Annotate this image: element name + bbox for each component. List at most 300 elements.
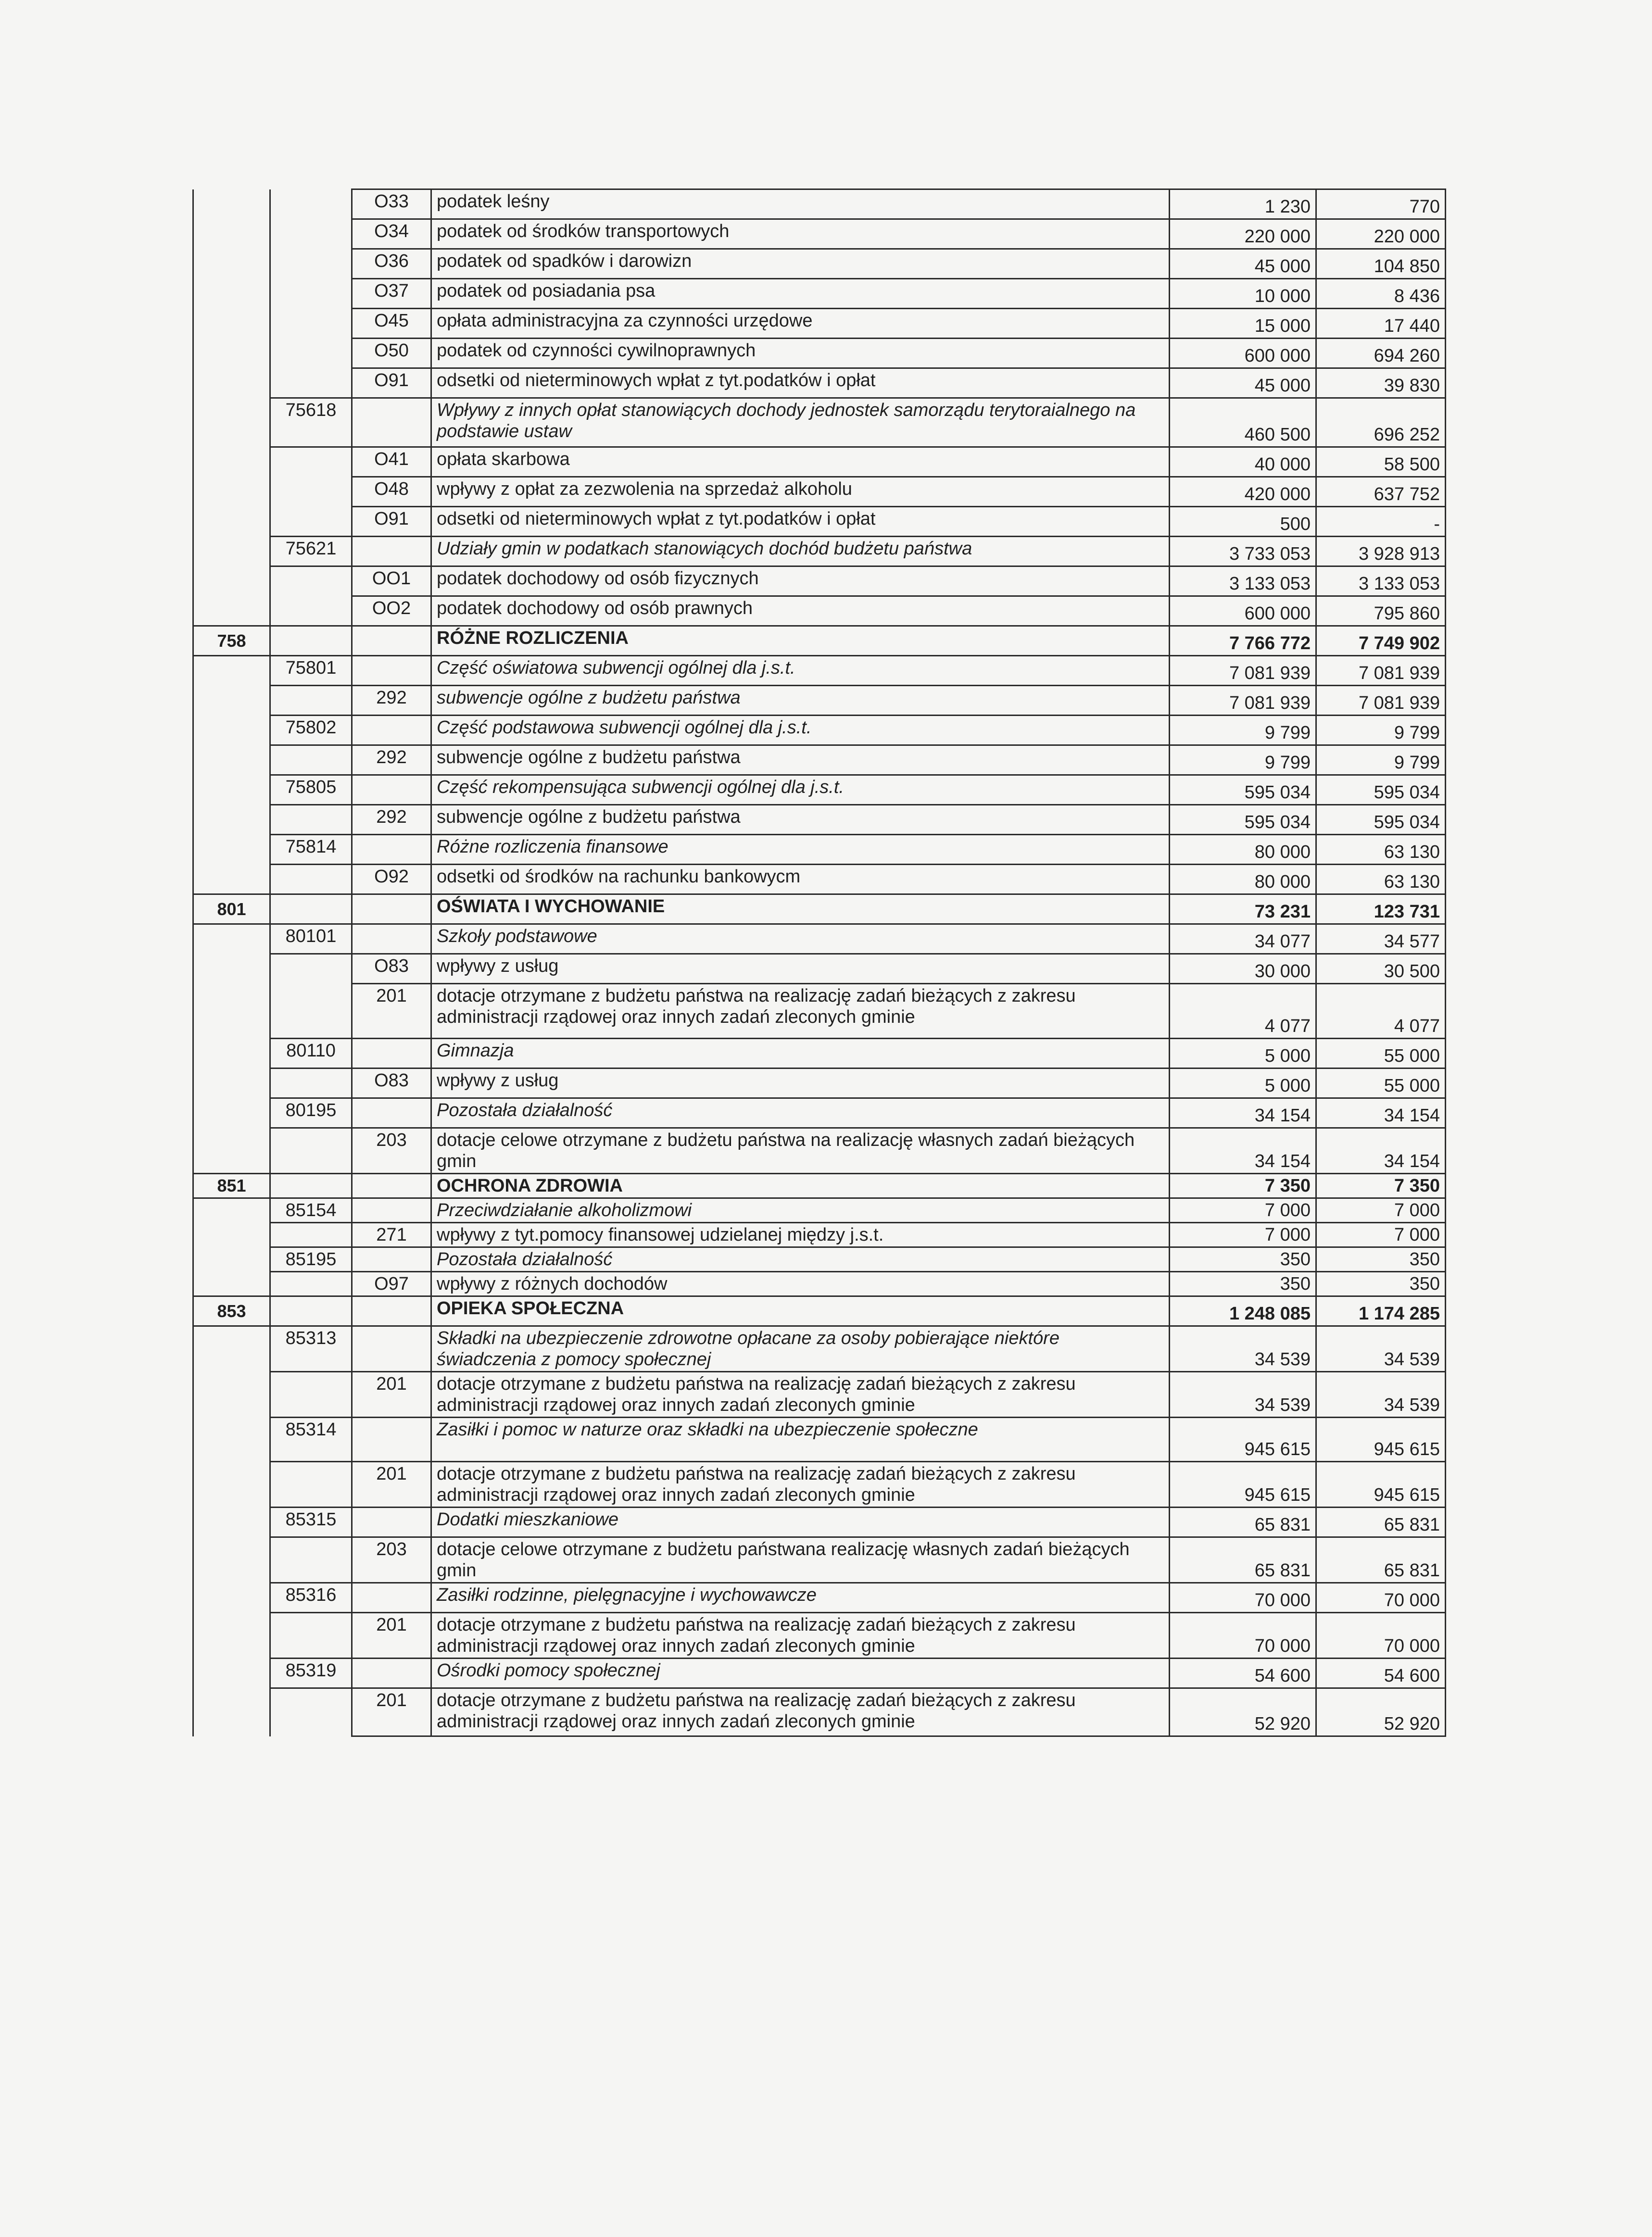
table-row (193, 865, 1446, 894)
paragraph-code: O41 (352, 447, 431, 477)
planned-amount: 34 539 (1170, 1372, 1316, 1418)
executed-amount: - (1316, 507, 1446, 537)
chapter-code (270, 1688, 352, 1736)
table-row (193, 1418, 1446, 1462)
planned-amount: 595 034 (1170, 805, 1316, 835)
item-description: RÓŻNE ROZLICZENIA (431, 626, 1170, 656)
planned-amount: 350 (1170, 1272, 1316, 1296)
item-description: opłata administracyjna za czynności urzędowe (431, 309, 1170, 339)
planned-amount: 7 000 (1170, 1198, 1316, 1223)
item-description: odsetki od nieterminowych wpłat z tyt.podatków i opłat (431, 507, 1170, 537)
table-row (193, 1508, 1446, 1537)
table-row (193, 1272, 1446, 1296)
planned-amount: 595 034 (1170, 775, 1316, 805)
section-code (193, 865, 270, 894)
table-row (193, 1372, 1446, 1418)
table-row (193, 716, 1446, 745)
paragraph-code: O83 (352, 954, 431, 984)
item-description: wpływy z usług (431, 1068, 1170, 1098)
paragraph-code: 201 (352, 1462, 431, 1508)
executed-amount: 7 749 902 (1316, 626, 1446, 656)
chapter-code (270, 507, 352, 537)
item-description: subwencje ogólne z budżetu państwa (431, 805, 1170, 835)
item-description: dotacje otrzymane z budżetu państwa na realizację zadań bieżących z zakresu administracji rządowej oraz innych zadań zleconych gminie (431, 1462, 1170, 1508)
table-row (193, 249, 1446, 279)
item-description: Ośrodki pomocy społecznej (431, 1659, 1170, 1688)
executed-amount: 63 130 (1316, 835, 1446, 865)
chapter-code (270, 1537, 352, 1583)
executed-amount: 1 174 285 (1316, 1296, 1446, 1326)
executed-amount: 3 133 053 (1316, 566, 1446, 596)
section-code (193, 954, 270, 984)
planned-amount: 52 920 (1170, 1688, 1316, 1736)
table-row (193, 984, 1446, 1039)
table-row (193, 1537, 1446, 1583)
chapter-code: 75801 (270, 656, 352, 686)
item-description: OŚWIATA I WYCHOWANIE (431, 894, 1170, 924)
paragraph-code: O36 (352, 249, 431, 279)
planned-amount: 34 154 (1170, 1128, 1316, 1174)
paragraph-code: OO1 (352, 566, 431, 596)
paragraph-code: O37 (352, 279, 431, 309)
section-code (193, 1223, 270, 1247)
table-row (193, 566, 1446, 596)
table-row (193, 537, 1446, 566)
section-code: 801 (193, 894, 270, 924)
planned-amount: 70 000 (1170, 1583, 1316, 1613)
executed-amount: 220 000 (1316, 219, 1446, 249)
paragraph-code: 203 (352, 1537, 431, 1583)
planned-amount: 600 000 (1170, 596, 1316, 626)
chapter-code (270, 1174, 352, 1198)
paragraph-code (352, 924, 431, 954)
planned-amount: 80 000 (1170, 835, 1316, 865)
table-row (193, 1068, 1446, 1098)
table-row (193, 596, 1446, 626)
executed-amount: 104 850 (1316, 249, 1446, 279)
budget-income-table (192, 189, 1446, 1737)
paragraph-code: 203 (352, 1128, 431, 1174)
section-code (193, 1537, 270, 1583)
table-row (193, 1098, 1446, 1128)
paragraph-code: O91 (352, 368, 431, 398)
paragraph-code (352, 626, 431, 656)
chapter-code: 85315 (270, 1508, 352, 1537)
chapter-code: 75618 (270, 398, 352, 447)
chapter-code (270, 279, 352, 309)
section-code (193, 219, 270, 249)
chapter-code (270, 566, 352, 596)
paragraph-code: O91 (352, 507, 431, 537)
planned-amount: 9 799 (1170, 745, 1316, 775)
executed-amount: 9 799 (1316, 716, 1446, 745)
chapter-code (270, 894, 352, 924)
item-description: OCHRONA ZDROWIA (431, 1174, 1170, 1198)
planned-amount: 34 154 (1170, 1098, 1316, 1128)
item-description: Część oświatowa subwencji ogólnej dla j.s.t. (431, 656, 1170, 686)
section-code (193, 1462, 270, 1508)
item-description: podatek od posiadania psa (431, 279, 1170, 309)
paragraph-code (352, 835, 431, 865)
executed-amount: 795 860 (1316, 596, 1446, 626)
paragraph-code (352, 656, 431, 686)
paragraph-code (352, 1098, 431, 1128)
chapter-code: 85316 (270, 1583, 352, 1613)
chapter-code (270, 339, 352, 368)
item-description: opłata skarbowa (431, 447, 1170, 477)
table-row (193, 894, 1446, 924)
planned-amount: 3 733 053 (1170, 537, 1316, 566)
executed-amount: 350 (1316, 1247, 1446, 1272)
paragraph-code (352, 1247, 431, 1272)
section-code (193, 339, 270, 368)
section-code: 851 (193, 1174, 270, 1198)
executed-amount: 350 (1316, 1272, 1446, 1296)
executed-amount: 52 920 (1316, 1688, 1446, 1736)
executed-amount: 694 260 (1316, 339, 1446, 368)
chapter-code (270, 1613, 352, 1659)
planned-amount: 4 077 (1170, 984, 1316, 1039)
item-description: Pozostała działalność (431, 1247, 1170, 1272)
chapter-code: 85195 (270, 1247, 352, 1272)
executed-amount: 7 350 (1316, 1174, 1446, 1198)
paragraph-code (352, 1508, 431, 1537)
item-description: Składki na ubezpieczenie zdrowotne opłacane za osoby pobierające niektóre świadczenia z pomocy społecznej (431, 1326, 1170, 1372)
table-row (193, 1462, 1446, 1508)
table-row (193, 368, 1446, 398)
chapter-code (270, 219, 352, 249)
table-row (193, 805, 1446, 835)
section-code (193, 477, 270, 507)
item-description: dotacje otrzymane z budżetu państwa na realizację zadań bieżących z zakresu administracji rządowej oraz innych zadań zleconych gminie (431, 1372, 1170, 1418)
chapter-code: 80101 (270, 924, 352, 954)
chapter-code: 75802 (270, 716, 352, 745)
executed-amount: 34 539 (1316, 1326, 1446, 1372)
table-row (193, 1659, 1446, 1688)
table-row (193, 189, 1446, 219)
table-row (193, 1198, 1446, 1223)
table-row (193, 1583, 1446, 1613)
item-description: Gimnazja (431, 1039, 1170, 1068)
section-code (193, 984, 270, 1039)
item-description: dotacje otrzymane z budżetu państwa na realizację zadań bieżących z zakresu administracji rządowej oraz innych zadań zleconych gminie (431, 1613, 1170, 1659)
executed-amount: 7 000 (1316, 1198, 1446, 1223)
section-code (193, 686, 270, 716)
section-code (193, 1068, 270, 1098)
section-code (193, 447, 270, 477)
section-code (193, 716, 270, 745)
chapter-code: 85319 (270, 1659, 352, 1688)
section-code: 758 (193, 626, 270, 656)
planned-amount: 30 000 (1170, 954, 1316, 984)
section-code (193, 537, 270, 566)
item-description: wpływy z usług (431, 954, 1170, 984)
section-code (193, 1198, 270, 1223)
planned-amount: 945 615 (1170, 1462, 1316, 1508)
planned-amount: 34 539 (1170, 1326, 1316, 1372)
chapter-code (270, 249, 352, 279)
paragraph-code (352, 537, 431, 566)
item-description: dotacje celowe otrzymane z budżetu państwa na realizację własnych zadań bieżących gmin (431, 1128, 1170, 1174)
table-row (193, 1613, 1446, 1659)
item-description: Część podstawowa subwencji ogólnej dla j.s.t. (431, 716, 1170, 745)
paragraph-code: O83 (352, 1068, 431, 1098)
chapter-code: 75621 (270, 537, 352, 566)
table-row (193, 745, 1446, 775)
executed-amount: 30 500 (1316, 954, 1446, 984)
item-description: subwencje ogólne z budżetu państwa (431, 686, 1170, 716)
item-description: dotacje otrzymane z budżetu państwa na realizację zadań bieżących z zakresu administracji rządowej oraz innych zadań zleconych gminie (431, 984, 1170, 1039)
paragraph-code (352, 716, 431, 745)
paragraph-code (352, 398, 431, 447)
item-description: dotacje celowe otrzymane z budżetu państwana realizację własnych zadań bieżących gmin (431, 1537, 1170, 1583)
section-code (193, 805, 270, 835)
executed-amount: 55 000 (1316, 1039, 1446, 1068)
table-row (193, 219, 1446, 249)
item-description: odsetki od nieterminowych wpłat z tyt.podatków i opłat (431, 368, 1170, 398)
section-code (193, 745, 270, 775)
section-code (193, 1128, 270, 1174)
table-row (193, 656, 1446, 686)
paragraph-code (352, 1296, 431, 1326)
executed-amount: 595 034 (1316, 805, 1446, 835)
executed-amount: 34 539 (1316, 1372, 1446, 1418)
table-row (193, 477, 1446, 507)
planned-amount: 7 000 (1170, 1223, 1316, 1247)
paragraph-code (352, 1583, 431, 1613)
table-row (193, 626, 1446, 656)
planned-amount: 945 615 (1170, 1418, 1316, 1462)
executed-amount: 39 830 (1316, 368, 1446, 398)
paragraph-code: O45 (352, 309, 431, 339)
section-code (193, 1326, 270, 1372)
section-code (193, 596, 270, 626)
chapter-code (270, 984, 352, 1039)
chapter-code: 80195 (270, 1098, 352, 1128)
section-code (193, 279, 270, 309)
section-code (193, 1372, 270, 1418)
executed-amount: 123 731 (1316, 894, 1446, 924)
planned-amount: 10 000 (1170, 279, 1316, 309)
table-row (193, 1128, 1446, 1174)
executed-amount: 17 440 (1316, 309, 1446, 339)
executed-amount: 595 034 (1316, 775, 1446, 805)
item-description: podatek od spadków i darowizn (431, 249, 1170, 279)
chapter-code (270, 447, 352, 477)
item-description: Wpływy z innych opłat stanowiących dochody jednostek samorządu terytoraialnego na podstawie ustaw (431, 398, 1170, 447)
executed-amount: 63 130 (1316, 865, 1446, 894)
executed-amount: 55 000 (1316, 1068, 1446, 1098)
section-code (193, 1247, 270, 1272)
planned-amount: 420 000 (1170, 477, 1316, 507)
section-code (193, 249, 270, 279)
executed-amount: 65 831 (1316, 1508, 1446, 1537)
item-description: odsetki od środków na rachunku bankowycm (431, 865, 1170, 894)
planned-amount: 7 350 (1170, 1174, 1316, 1198)
paragraph-code (352, 1659, 431, 1688)
executed-amount: 70 000 (1316, 1613, 1446, 1659)
paragraph-code: O34 (352, 219, 431, 249)
planned-amount: 40 000 (1170, 447, 1316, 477)
section-code (193, 566, 270, 596)
planned-amount: 7 766 772 (1170, 626, 1316, 656)
planned-amount: 1 230 (1170, 189, 1316, 219)
section-code (193, 398, 270, 447)
item-description: Dodatki mieszkaniowe (431, 1508, 1170, 1537)
chapter-code: 75805 (270, 775, 352, 805)
section-code (193, 1583, 270, 1613)
executed-amount: 770 (1316, 189, 1446, 219)
chapter-code: 80110 (270, 1039, 352, 1068)
chapter-code (270, 1372, 352, 1418)
planned-amount: 460 500 (1170, 398, 1316, 447)
item-description: Przeciwdziałanie alkoholizmowi (431, 1198, 1170, 1223)
table-row (193, 447, 1446, 477)
paragraph-code (352, 894, 431, 924)
chapter-code (270, 477, 352, 507)
chapter-code: 85314 (270, 1418, 352, 1462)
planned-amount: 7 081 939 (1170, 686, 1316, 716)
paragraph-code (352, 1198, 431, 1223)
table-body (193, 189, 1446, 1736)
chapter-code (270, 626, 352, 656)
chapter-code (270, 865, 352, 894)
planned-amount: 500 (1170, 507, 1316, 537)
table-row (193, 775, 1446, 805)
planned-amount: 5 000 (1170, 1068, 1316, 1098)
table-row (193, 1296, 1446, 1326)
table-row (193, 1223, 1446, 1247)
section-code (193, 775, 270, 805)
planned-amount: 45 000 (1170, 249, 1316, 279)
item-description: Część rekompensująca subwencji ogólnej dla j.s.t. (431, 775, 1170, 805)
chapter-code (270, 368, 352, 398)
table-row (193, 1174, 1446, 1198)
item-description: podatek leśny (431, 189, 1170, 219)
item-description: wpływy z opłat za zezwolenia na sprzedaż alkoholu (431, 477, 1170, 507)
paragraph-code: OO2 (352, 596, 431, 626)
paragraph-code: 201 (352, 984, 431, 1039)
item-description: podatek dochodowy od osób prawnych (431, 596, 1170, 626)
section-code (193, 835, 270, 865)
section-code (193, 1688, 270, 1736)
planned-amount: 80 000 (1170, 865, 1316, 894)
table-row (193, 835, 1446, 865)
chapter-code (270, 805, 352, 835)
table-row (193, 686, 1446, 716)
section-code (193, 1659, 270, 1688)
planned-amount: 34 077 (1170, 924, 1316, 954)
section-code (193, 1613, 270, 1659)
section-code (193, 1418, 270, 1462)
executed-amount: 696 252 (1316, 398, 1446, 447)
section-code (193, 656, 270, 686)
item-description: Zasiłki rodzinne, pielęgnacyjne i wychowawcze (431, 1583, 1170, 1613)
paragraph-code: 201 (352, 1372, 431, 1418)
item-description: wpływy z różnych dochodów (431, 1272, 1170, 1296)
paragraph-code: 292 (352, 805, 431, 835)
table-row (193, 1326, 1446, 1372)
table-row (193, 398, 1446, 447)
executed-amount: 70 000 (1316, 1583, 1446, 1613)
chapter-code: 75814 (270, 835, 352, 865)
table-row (193, 507, 1446, 537)
chapter-code (270, 596, 352, 626)
paragraph-code: 201 (352, 1613, 431, 1659)
paragraph-code: O50 (352, 339, 431, 368)
executed-amount: 3 928 913 (1316, 537, 1446, 566)
planned-amount: 600 000 (1170, 339, 1316, 368)
item-description: podatek dochodowy od osób fizycznych (431, 566, 1170, 596)
planned-amount: 220 000 (1170, 219, 1316, 249)
executed-amount: 34 154 (1316, 1098, 1446, 1128)
paragraph-code (352, 1174, 431, 1198)
chapter-code (270, 1272, 352, 1296)
executed-amount: 945 615 (1316, 1418, 1446, 1462)
item-description: Szkoły podstawowe (431, 924, 1170, 954)
item-description: podatek od czynności cywilnoprawnych (431, 339, 1170, 368)
section-code (193, 1508, 270, 1537)
executed-amount: 8 436 (1316, 279, 1446, 309)
item-description: wpływy z tyt.pomocy finansowej udzielanej między j.s.t. (431, 1223, 1170, 1247)
table-row (193, 1247, 1446, 1272)
table-row (193, 924, 1446, 954)
table-row (193, 1688, 1446, 1736)
section-code: 853 (193, 1296, 270, 1326)
planned-amount: 15 000 (1170, 309, 1316, 339)
executed-amount: 34 154 (1316, 1128, 1446, 1174)
planned-amount: 70 000 (1170, 1613, 1316, 1659)
paragraph-code (352, 1418, 431, 1462)
planned-amount: 65 831 (1170, 1508, 1316, 1537)
executed-amount: 945 615 (1316, 1462, 1446, 1508)
chapter-code (270, 1462, 352, 1508)
planned-amount: 3 133 053 (1170, 566, 1316, 596)
executed-amount: 34 577 (1316, 924, 1446, 954)
chapter-code (270, 954, 352, 984)
executed-amount: 9 799 (1316, 745, 1446, 775)
paragraph-code: 271 (352, 1223, 431, 1247)
planned-amount: 5 000 (1170, 1039, 1316, 1068)
paragraph-code: O48 (352, 477, 431, 507)
executed-amount: 637 752 (1316, 477, 1446, 507)
planned-amount: 9 799 (1170, 716, 1316, 745)
section-code (193, 1272, 270, 1296)
planned-amount: 1 248 085 (1170, 1296, 1316, 1326)
paragraph-code (352, 1326, 431, 1372)
chapter-code (270, 686, 352, 716)
paragraph-code: 201 (352, 1688, 431, 1736)
section-code (193, 507, 270, 537)
item-description: Udziały gmin w podatkach stanowiących dochód budżetu państwa (431, 537, 1170, 566)
chapter-code: 85313 (270, 1326, 352, 1372)
chapter-code (270, 1068, 352, 1098)
paragraph-code: O33 (352, 189, 431, 219)
planned-amount: 54 600 (1170, 1659, 1316, 1688)
chapter-code (270, 1223, 352, 1247)
section-code (193, 1039, 270, 1068)
section-code (193, 1098, 270, 1128)
item-description: Pozostała działalność (431, 1098, 1170, 1128)
item-description: dotacje otrzymane z budżetu państwa na realizację zadań bieżących z zakresu administracji rządowej oraz innych zadań zleconych gminie (431, 1688, 1170, 1736)
item-description: podatek od środków transportowych (431, 219, 1170, 249)
planned-amount: 65 831 (1170, 1537, 1316, 1583)
executed-amount: 7 081 939 (1316, 686, 1446, 716)
planned-amount: 350 (1170, 1247, 1316, 1272)
paragraph-code: O97 (352, 1272, 431, 1296)
executed-amount: 4 077 (1316, 984, 1446, 1039)
section-code (193, 368, 270, 398)
